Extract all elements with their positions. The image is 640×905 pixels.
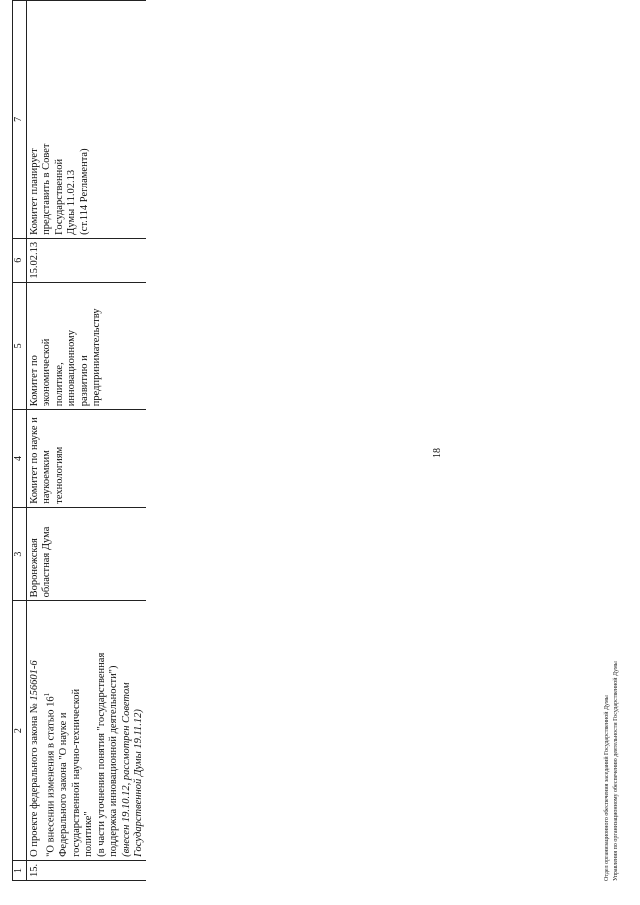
- article-superscript: 1: [43, 692, 51, 697]
- bill-number: 156601-6: [28, 660, 40, 701]
- bills-table: [12, 0, 146, 881]
- plan-cell: Комитет планирует представить в Совет Государственной Думы 11.02.13 (ст.114 Регламента): [26, 1, 146, 239]
- bill-title-line: (в части уточнения понятия "государственная: [95, 652, 107, 857]
- row-number: 15.: [26, 860, 146, 880]
- bill-title-line: поддержка инновационной деятельности"): [108, 665, 119, 857]
- table-row: [26, 1, 146, 881]
- column-header-2: 2: [13, 601, 27, 861]
- bill-title-line: политике": [83, 811, 94, 857]
- column-header-5: 5: [13, 282, 27, 410]
- co-executor-committee-cell: Комитет по экономической политике, инновационному развитию и предпринимательству: [26, 282, 146, 410]
- bill-title-line: государственной научно-технической: [70, 688, 82, 857]
- footer-line-2: Управления по организационному обеспечению деятельности Государственной Думы: [613, 661, 619, 881]
- column-header-1: 1: [13, 860, 27, 880]
- column-header-7: 7: [13, 1, 27, 239]
- footer-line-1: Отдел организационного обеспечения заседаний Государственной Думы: [604, 695, 610, 881]
- date-cell: 15.02.13: [26, 238, 146, 282]
- header-row: [13, 1, 27, 881]
- bill-title-line: Федерального закона "О науке и: [58, 712, 69, 857]
- bill-title-line: О проекте федерального закона № 156601-6: [28, 660, 40, 857]
- bill-note-line: (внесен 19.10.12, рассмотрен Советом: [120, 682, 132, 857]
- responsible-committee-cell: Комитет по науке и наукоемким технологиям: [26, 410, 146, 508]
- column-header-3: 3: [13, 507, 27, 601]
- bill-title-cell: [26, 601, 146, 861]
- page-number: 18: [432, 448, 443, 458]
- initiator-cell: Воронежская областная Дума: [26, 507, 146, 601]
- bill-note-line: Государственной Думы 19.11.12): [133, 709, 144, 857]
- column-header-4: 4: [13, 410, 27, 508]
- column-header-6: 6: [13, 238, 27, 282]
- bill-title-line: "О внесении изменения в статью $16^1$: [43, 692, 57, 857]
